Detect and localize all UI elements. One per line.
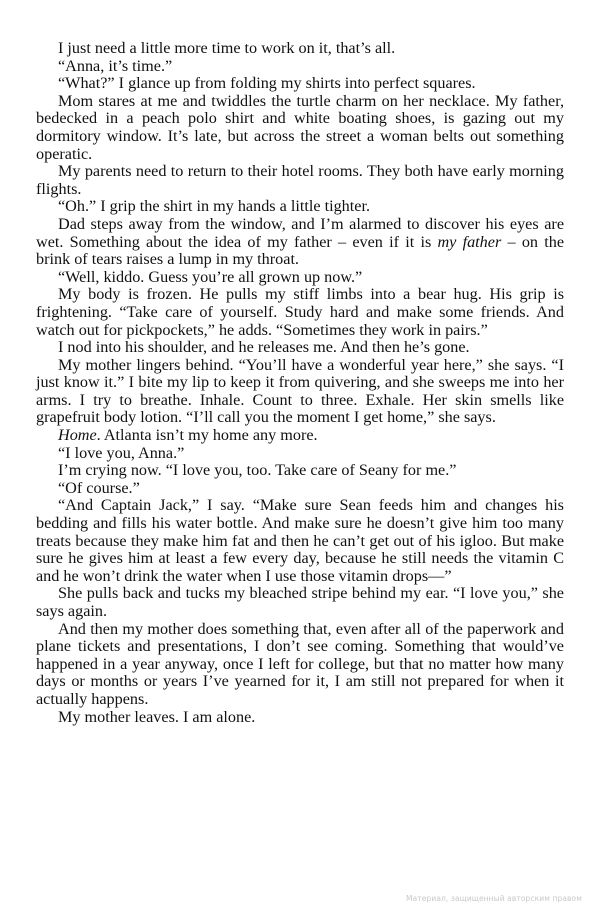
paragraph: “I love you, Anna.” xyxy=(58,443,185,462)
paragraph: I nod into his shoulder, and he releases me. And then he’s gone. xyxy=(58,338,470,357)
paragraph: “Anna, it’s time.” xyxy=(58,56,173,75)
paragraph: My mother lingers behind. “You’ll have a wonderful year here,” she says. “I just know it.” I bite my lip to keep it from quivering, and she sweeps me into her arms. I try to breathe. Inhale. Count to three. Exhale. Her skin smells like grapefruit body lotion. “I’ll call you the moment I get home,” she says. xyxy=(36,355,564,427)
paragraph: “Of course.” xyxy=(58,478,140,497)
paragraph: My body is frozen. He pulls my stiff limbs into a bear hug. His grip is frightening. “Take care of yourself. Study hard and make some friends. And watch out for pickpockets,” he adds. “Sometimes they work in pairs.” xyxy=(36,285,564,339)
paragraph: My parents need to return to their hotel rooms. They both have early morning flights. xyxy=(36,162,564,198)
paragraph: “Oh.” I grip the shirt in my hands a little tighter. xyxy=(58,197,370,216)
paragraph: Home. Atlanta isn’t my home any more. xyxy=(58,426,318,445)
paragraph: My mother leaves. I am alone. xyxy=(58,707,256,726)
paragraph: And then my mother does something that, even after all of the paperwork and plane tickets and presentations, I don’t see coming. Something that would’ve happened in a year anyway, once I left for college, but that no matter how many days or months or years I’ve yearned for it, I am still not prepared for when it actually happens. xyxy=(36,619,564,708)
italic-emphasis: Home xyxy=(58,426,97,445)
paragraph: She pulls back and tucks my bleached stripe behind my ear. “I love you,” she says again. xyxy=(36,584,564,620)
paragraph: I’m crying now. “I love you, too. Take care of Seany for me.” xyxy=(58,461,457,480)
paragraph: Dad steps away from the window, and I’m alarmed to discover his eyes are wet. Something about the idea of my father – even if it is my father – on the brink of tears raises a lump in my throat. xyxy=(36,214,565,269)
italic-emphasis: my father xyxy=(437,232,502,251)
copyright-watermark: Материал, защищенный авторским правом xyxy=(406,894,582,903)
book-page xyxy=(36,40,564,726)
paragraph: “Well, kiddo. Guess you’re all grown up now.” xyxy=(58,267,363,286)
paragraph: “What?” I glance up from folding my shirts into perfect squares. xyxy=(58,74,476,93)
paragraph: Mom stares at me and twiddles the turtle charm on her necklace. My father, bedecked in a peach polo shirt and white boating shoes, is gazing out my dormitory window. It’s late, but across the street a woman belts out something operatic. xyxy=(36,91,564,163)
paragraph: I just need a little more time to work on it, that’s all. xyxy=(58,39,396,57)
paragraph: “And Captain Jack,” I say. “Make sure Sean feeds him and changes his bedding and fills his water bottle. And make sure he doesn’t give him too many treats because they make him fat and then he can’t get out of his igloo. But make sure he gives him at least a few every day, because he still needs the vitamin C and he won’t drink the water when I use those vitamin drops—” xyxy=(36,496,564,585)
